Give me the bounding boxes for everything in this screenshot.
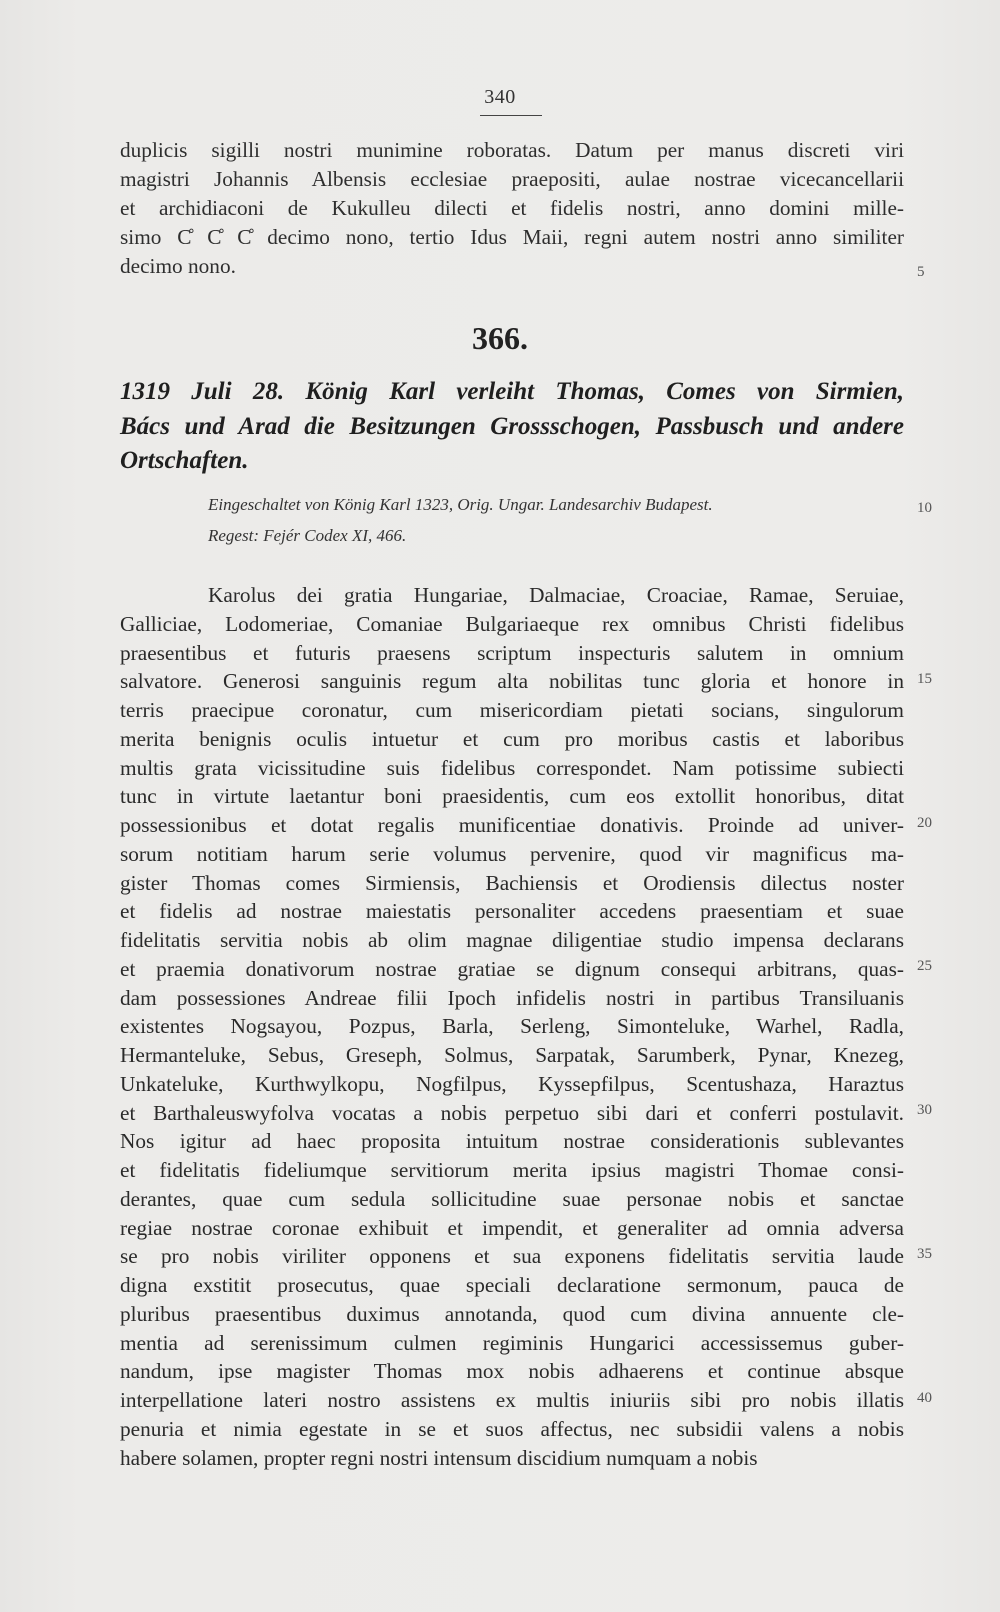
continuation-line: magistri Johannis Albensis ecclesiae praepositi, aulae nostrae vicecancellarii <box>120 167 904 191</box>
page-number-rule <box>480 115 542 116</box>
body-line: existentes Nogsayou, Pozpus, Barla, Serleng, Simonteluke, Warhel, Radla, <box>120 1014 904 1039</box>
body-line: interpellatione lateri nostro assistens ex multis iniuriis sibi pro nobis illatis <box>120 1388 904 1412</box>
body-line: Unkateluke, Kurthwylkopu, Nogfilpus, Kyssepfilpus, Scentushaza, Haraztus <box>120 1071 904 1096</box>
body-line: se pro nobis viriliter opponens et sua exponens fidelitatis servitia laude <box>120 1244 904 1269</box>
body-line: gister Thomas comes Sirmiensis, Bachiensis et Orodiensis dilectus noster <box>120 870 904 895</box>
body-line: Galliciae, Lodomeriae, Comaniae Bulgariaeque rex omnibus Christi fidelibus <box>120 611 904 636</box>
continuation-line: decimo nono. <box>120 254 236 278</box>
margin-line-number: 10 <box>917 500 932 516</box>
body-line: Hermanteluke, Sebus, Greseph, Solmus, Sarpatak, Sarumberk, Pynar, Knezeg, <box>120 1043 904 1067</box>
body-line: salvatore. Generosi sanguinis regum alta nobilitas tunc gloria et honore in <box>120 669 904 694</box>
body-line: derantes, quae cum sedula sollicitudine suae personae nobis et sanctae <box>120 1186 904 1211</box>
body-line: praesentibus et futuris praesens scriptum inspecturis salutem in omnium <box>120 640 904 665</box>
page-number: 340 <box>484 86 516 108</box>
regest-line: Ortschaften. <box>120 447 249 474</box>
continuation-line: simo C̊ C̊ C̊ decimo nono, tertio Idus Maii, regni autem nostri anno similiter <box>120 225 904 249</box>
margin-line-number: 5 <box>917 264 925 280</box>
body-line: Karolus dei gratia Hungariae, Dalmaciae, Croaciae, Ramae, Seruiae, <box>208 583 904 607</box>
regest-line: Bács und Arad die Besitzungen Grossschogen, Passbusch und andere <box>120 413 904 440</box>
continuation-line: duplicis sigilli nostri munimine roboratas. Datum per manus discreti viri <box>120 138 904 162</box>
body-line: et fidelis ad nostrae maiestatis personaliter accedens praesentiam et suae <box>120 899 904 924</box>
body-line: pluribus praesentibus duximus annotanda, quod cum divina annuente cle- <box>120 1301 904 1326</box>
body-line: digna exstitit prosecutus, quae speciali declaratione sermonum, pauca de <box>120 1273 904 1297</box>
body-line: multis grata vicissitudine suis fidelibus correspondet. Nam potissime subiecti <box>120 755 904 780</box>
margin-line-number: 15 <box>917 671 932 687</box>
body-line: mentia ad serenissimum culmen regiminis Hungarici accessissemus guber- <box>120 1330 904 1355</box>
margin-line-number: 25 <box>917 958 932 974</box>
regest-line: 1319 Juli 28. König Karl verleiht Thomas, Comes von Sirmien, <box>120 378 904 405</box>
margin-line-number: 35 <box>917 1246 932 1262</box>
body-line: et praemia donativorum nostrae gratiae se dignum consequi arbitrans, quas- <box>120 956 904 981</box>
source-line: Regest: Fejér Codex XI, 466. <box>208 526 407 545</box>
margin-line-number: 40 <box>917 1390 932 1406</box>
body-line: regiae nostrae coronae exhibuit et impendit, et generaliter ad omnia adversa <box>120 1215 904 1240</box>
continuation-line: et archidiaconi de Kukulleu dilecti et fidelis nostri, anno domini mille- <box>120 196 904 220</box>
body-line: sorum notitiam harum serie volumus pervenire, quod vir magnificus ma- <box>120 841 904 866</box>
body-line: Nos igitur ad haec proposita intuitum nostrae considerationis sublevantes <box>120 1129 904 1154</box>
body-line: possessionibus et dotat regalis munificentiae donativis. Proinde ad univer- <box>120 813 904 837</box>
body-line: penuria et nimia egestate in se et suos affectus, nec subsidii valens a nobis <box>120 1416 904 1441</box>
margin-line-number: 30 <box>917 1102 932 1118</box>
margin-line-number: 20 <box>917 815 932 831</box>
body-line: fidelitatis servitia nobis ab olim magnae diligentiae studio impensa declarans <box>120 928 904 952</box>
body-line: tunc in virtute laetantur boni praesidentis, cum eos extollit honoribus, ditat <box>120 784 904 809</box>
body-line: merita benignis oculis intuetur et cum pro moribus castis et laboribus <box>120 726 904 751</box>
body-line: et fidelitatis fideliumque servitiorum merita ipsius magistri Thomae consi- <box>120 1158 904 1182</box>
body-line: dam possessiones Andreae filii Ipoch infidelis nostri in partibus Transiluanis <box>120 985 904 1010</box>
body-line: et Barthaleuswyfolva vocatas a nobis perpetuo sibi dari et conferri postulavit. <box>120 1100 904 1125</box>
document-number: 366. <box>472 320 528 356</box>
body-line: nandum, ipse magister Thomas mox nobis adhaerens et continue absque <box>120 1359 904 1384</box>
body-line: terris praecipue coronatur, cum misericordiam pietati socians, singulorum <box>120 698 904 722</box>
body-line: habere solamen, propter regni nostri intensum discidium numquam a nobis <box>120 1445 758 1470</box>
source-line: Eingeschaltet von König Karl 1323, Orig. Ungar. Landesarchiv Budapest. <box>208 495 713 514</box>
